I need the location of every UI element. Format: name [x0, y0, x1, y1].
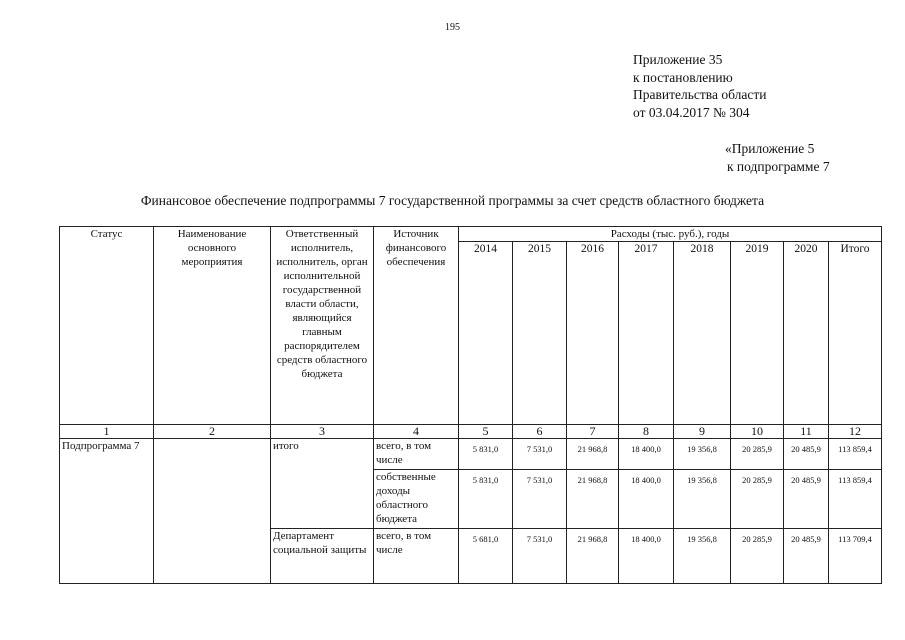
column-index: 5 [459, 425, 513, 439]
header-executor: Ответственный исполнитель, исполнитель, орган исполнительной государственной власти области, являющийся главным распорядителем средств областного бюджета [271, 227, 374, 425]
header-year: 2016 [567, 242, 619, 425]
source-cell: всего, в том числе [374, 529, 459, 584]
header-year: 2018 [674, 242, 731, 425]
value-cell: 21 968,8 [567, 470, 619, 529]
column-index: 7 [567, 425, 619, 439]
column-index: 11 [784, 425, 829, 439]
appendix-line: Правительства области [633, 87, 767, 102]
value-cell: 20 485,9 [784, 470, 829, 529]
executor-cell: Департамент социальной защиты [271, 529, 374, 584]
header-year: 2014 [459, 242, 513, 425]
value-cell: 113 859,4 [829, 439, 882, 470]
value-cell: 5 681,0 [459, 529, 513, 584]
table-row [60, 439, 882, 470]
financing-table [59, 226, 882, 584]
value-cell: 21 968,8 [567, 439, 619, 470]
column-index: 8 [619, 425, 674, 439]
column-index: 6 [513, 425, 567, 439]
value-cell: 19 356,8 [674, 470, 731, 529]
subprogram-appendix-block [725, 140, 830, 175]
measure-cell [154, 439, 271, 584]
header-expenses: Расходы (тыс. руб.), годы [459, 227, 882, 242]
column-index: 3 [271, 425, 374, 439]
value-cell: 18 400,0 [619, 470, 674, 529]
column-index: 4 [374, 425, 459, 439]
value-cell: 20 285,9 [731, 439, 784, 470]
column-index: 2 [154, 425, 271, 439]
appendix-line: «Приложение 5 [725, 141, 815, 156]
document-title: Финансовое обеспечение подпрограммы 7 государственной программы за счет средств областного бюджета [140, 193, 765, 208]
value-cell: 20 485,9 [784, 439, 829, 470]
header-year: 2015 [513, 242, 567, 425]
header-year: 2019 [731, 242, 784, 425]
appendix-line: от 03.04.2017 № 304 [633, 104, 750, 120]
header-measure: Наименование основного мероприятия [154, 227, 271, 425]
value-cell: 20 485,9 [784, 529, 829, 584]
value-cell: 19 356,8 [674, 439, 731, 470]
page-number: 195 [445, 22, 460, 33]
value-cell: 19 356,8 [674, 529, 731, 584]
value-cell: 113 859,4 [829, 470, 882, 529]
header-source: Источник финансового обеспечения [374, 227, 459, 425]
column-index: 9 [674, 425, 731, 439]
appendix-block [633, 51, 766, 121]
column-index: 10 [731, 425, 784, 439]
value-cell: 21 968,8 [567, 529, 619, 584]
value-cell: 18 400,0 [619, 439, 674, 470]
status-cell: Подпрограмма 7 [60, 439, 154, 584]
header-total: Итого [829, 242, 882, 425]
executor-cell: итого [271, 439, 374, 529]
source-cell: всего, в том числе [374, 439, 459, 470]
header-status: Статус [60, 227, 154, 425]
appendix-line: Приложение 35 [633, 52, 723, 67]
value-cell: 20 285,9 [731, 529, 784, 584]
value-cell: 7 531,0 [513, 439, 567, 470]
value-cell: 7 531,0 [513, 529, 567, 584]
value-cell: 5 831,0 [459, 470, 513, 529]
source-cell: собственные доходы областного бюджета [374, 470, 459, 529]
column-index: 1 [60, 425, 154, 439]
column-index: 12 [829, 425, 882, 439]
appendix-line: к подпрограмме 7 [727, 158, 830, 174]
value-cell: 18 400,0 [619, 529, 674, 584]
header-year: 2017 [619, 242, 674, 425]
appendix-line: к постановлению [633, 69, 733, 85]
value-cell: 7 531,0 [513, 470, 567, 529]
header-year: 2020 [784, 242, 829, 425]
value-cell: 5 831,0 [459, 439, 513, 470]
value-cell: 113 709,4 [829, 529, 882, 584]
value-cell: 20 285,9 [731, 470, 784, 529]
